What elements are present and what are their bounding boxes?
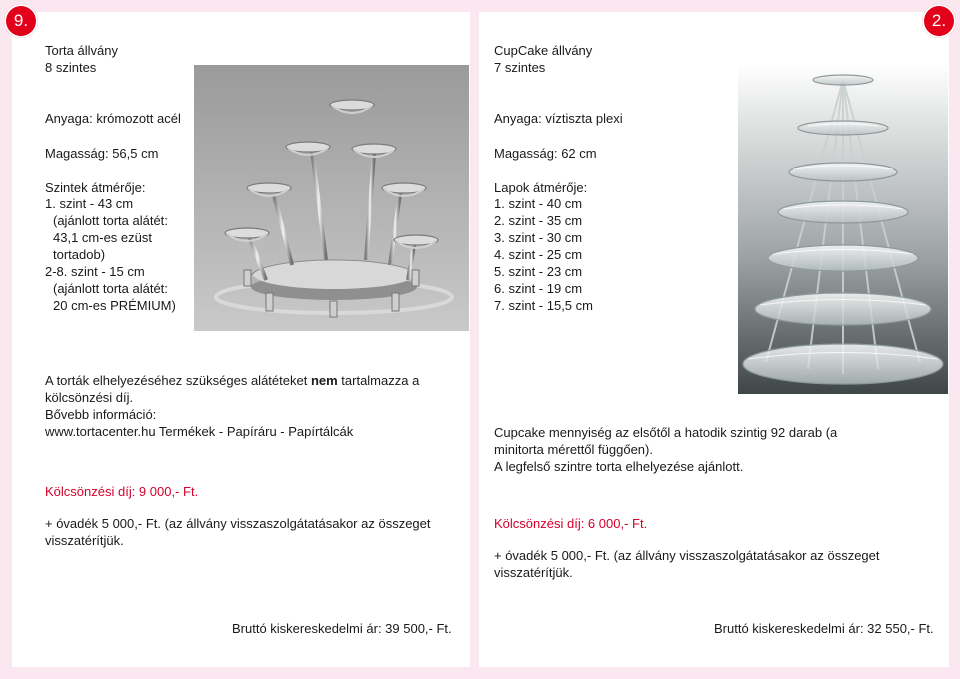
level-line: 6. szint - 19 cm	[494, 281, 583, 296]
notice-line: kölcsönzési díj.	[45, 390, 134, 405]
product-title: Torta állvány	[45, 43, 118, 58]
level-line: 2. szint - 35 cm	[494, 213, 583, 228]
notice-emphasis: nem	[310, 373, 338, 388]
product-height: Magasság: 56,5 cm	[45, 146, 159, 161]
level-line: 7. szint - 15,5 cm	[494, 298, 593, 313]
level-line: 43,1 cm-es ezüst	[53, 230, 152, 245]
cupcake-top-tier-note: A legfelső szintre torta elhelyezése ajánlott.	[494, 459, 744, 474]
level-line: 4. szint - 25 cm	[494, 247, 583, 262]
rental-fee: Kölcsönzési díj: 6 000,- Ft.	[494, 516, 648, 531]
product-material: Anyaga: víztiszta plexi	[494, 111, 623, 126]
page-number-badge-right: 2.	[922, 4, 956, 38]
level-line: tortadob)	[53, 247, 106, 262]
retail-price: Bruttó kiskereskedelmi ár: 39 500,- Ft.	[232, 621, 452, 636]
level-line: 20 cm-es PRÉMIUM)	[53, 298, 176, 313]
notice-line: A torták elhelyezéséhez szükséges alátéteket nem tartalmazza a	[45, 373, 420, 388]
levels-heading: Szintek átmérője:	[45, 180, 146, 195]
website-path: www.tortacenter.hu Termékek - Papíráru - Papírtálcák	[45, 424, 354, 439]
product-tiers: 7 szintes	[494, 60, 546, 75]
page-number-badge-left: 9.	[4, 4, 38, 38]
level-line: 5. szint - 23 cm	[494, 264, 583, 279]
cupcake-quantity-line: minitorta mérettől függően).	[494, 442, 653, 457]
level-line: 3. szint - 30 cm	[494, 230, 583, 245]
product-height: Magasság: 62 cm	[494, 146, 597, 161]
product-tiers: 8 szintes	[45, 60, 97, 75]
deposit-line: + óvadék 5 000,- Ft. (az állvány visszaszolgátatásakor az összeget	[494, 548, 880, 563]
levels-heading: Lapok átmérője:	[494, 180, 588, 195]
rental-fee: Kölcsönzési díj: 9 000,- Ft.	[45, 484, 199, 499]
retail-price: Bruttó kiskereskedelmi ár: 32 550,- Ft.	[714, 621, 934, 636]
level-line: (ajánlott torta alátét:	[53, 213, 168, 228]
chrome-cake-stand-image	[194, 65, 469, 331]
level-line: 1. szint - 40 cm	[494, 196, 583, 211]
deposit-line: visszatérítjük.	[494, 565, 573, 580]
level-line: (ajánlott torta alátét:	[53, 281, 168, 296]
more-info-label: Bővebb információ:	[45, 407, 157, 422]
product-title: CupCake állvány	[494, 43, 593, 58]
deposit-line: visszatérítjük.	[45, 533, 124, 548]
acrylic-cupcake-tower-image	[738, 64, 948, 394]
deposit-line: + óvadék 5 000,- Ft. (az állvány visszaszolgátatásakor az összeget	[45, 516, 431, 531]
level-line: 2-8. szint - 15 cm	[45, 264, 145, 279]
cupcake-quantity-line: Cupcake mennyiség az elsőtől a hatodik szintig 92 darab (a	[494, 425, 838, 440]
level-line: 1. szint - 43 cm	[45, 196, 134, 211]
product-material: Anyaga: krómozott acél	[45, 111, 181, 126]
